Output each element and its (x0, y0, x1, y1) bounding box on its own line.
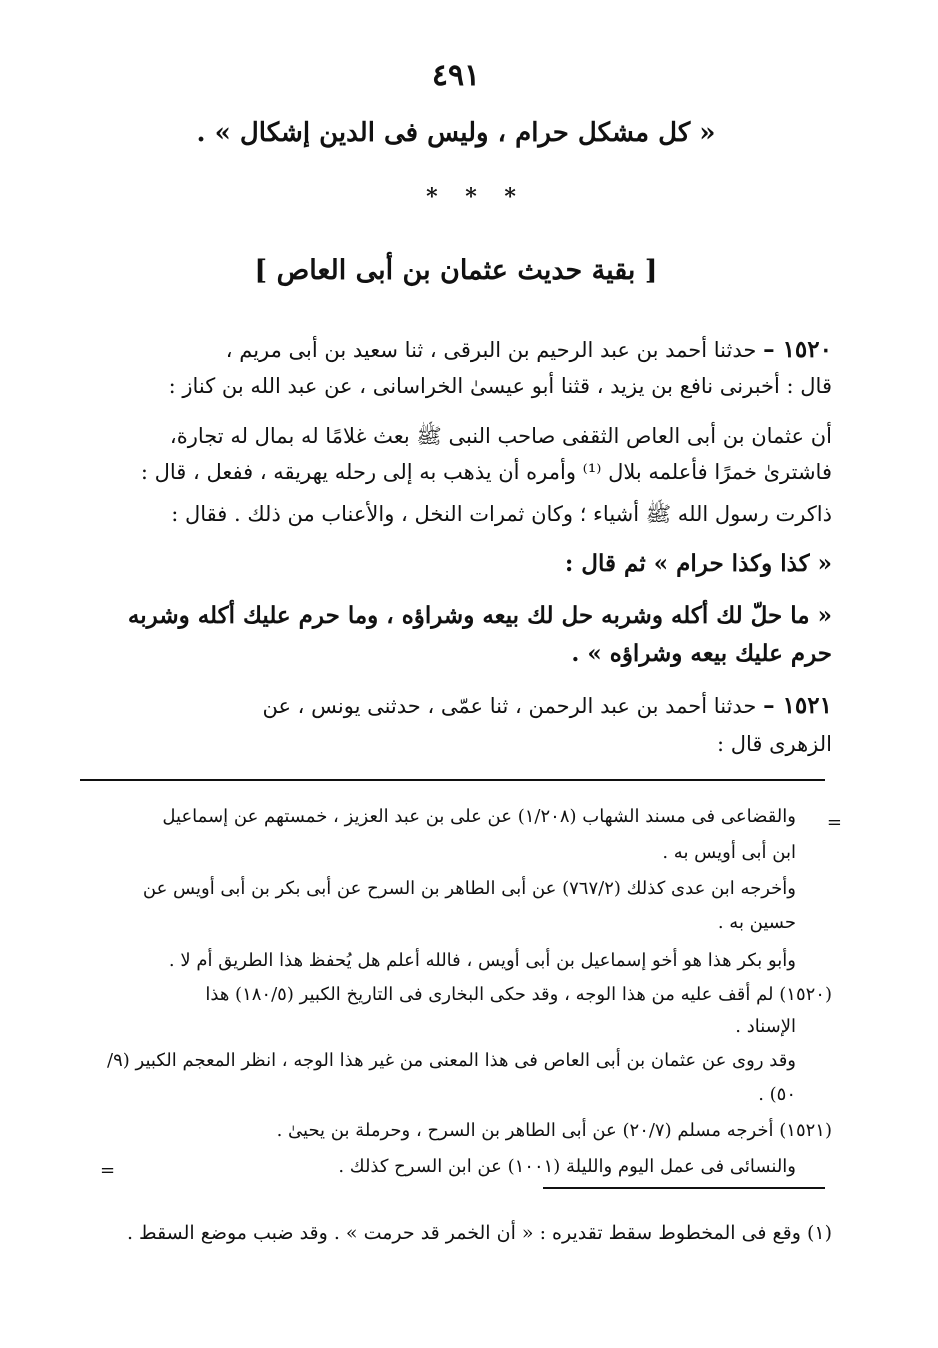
prophetic-quote-2-line-1: « ما حلّ لك أكله وشربه حل لك بيعه وشراؤه ، وما حرم عليك أكله وشربه (127, 602, 832, 629)
prophetic-quote-2-line-2: حرم عليك بيعه وشراؤه » . (571, 640, 832, 667)
footnote-1: (١) وقع فى المخطوط سقط تقديره : « أن الخمر قد حرمت » . وقد ضبب موضع السقط . (126, 1222, 832, 1244)
quoted-saying: « كل مشكل حرام ، وليس فى الدين إشكال » . (196, 118, 716, 148)
footnote-line: ابن أبى أويس به . (662, 842, 796, 863)
book-page (80, 0, 842, 1348)
footnote-line: وقد روى عن عثمان بن أبى العاص فى هذا المعنى من غير هذا الوجه ، انظر المعجم الكبير (٩/ (107, 1050, 796, 1071)
hadith-1520-line-2: قال : أخبرنى نافع بن يزيد ، قثنا أبو عيسىٰ الخراسانى ، عن عبد الله بن كناز : (168, 374, 832, 398)
page-number: ٤٩١ (431, 58, 481, 93)
footnote-line: وأبو بكر هذا هو أخو إسماعيل بن أبى أويس ، فالله أعلم هل يُحفظ هذا الطريق أم لا . (168, 950, 796, 971)
hadith-1520-line-3: أن عثمان بن أبى العاص الثقفى صاحب النبى ﷺ بعث غلامًا له بمال له تجارة، (169, 424, 832, 448)
hadith-number: ١٥٢٠ – (763, 336, 832, 363)
prophetic-quote-1: « كذا وكذا حرام » ثم قال : (564, 550, 832, 577)
section-separator: * * * (426, 184, 526, 210)
footnote-line: (١٥٢١) أخرجه مسلم (٢٠/٧) عن أبى الطاهر بن السرح ، وحرملة بن يحيىٰ . (276, 1120, 832, 1141)
footnote-line: والقضاعى فى مسند الشهاب (١/٢٠٨) عن على بن عبد العزيز ، خمستهم عن إسماعيل (162, 806, 796, 827)
footnote-line: والنسائى فى عمل اليوم والليلة (١٠٠١) عن ابن السرح كذلك . (338, 1156, 796, 1177)
footnote-line: وأخرجه ابن عدى كذلك (٧٦٧/٢) عن أبى الطاهر بن السرح عن أبى بكر بن أبى أويس عن (142, 878, 796, 899)
footnote-divider (80, 779, 825, 781)
hadith-1521-line-2: الزهرى قال : (716, 732, 832, 756)
section-title: [ بقية حديث عثمان بن أبى العاص ] (254, 255, 658, 286)
hadith-1521-line-1: ١٥٢١ – حدثنا أحمد بن عبد الرحمن ، ثنا عمّى ، حدثنى يونس ، عن (262, 692, 832, 719)
hadith-number: ١٥٢١ – (763, 692, 832, 719)
hadith-1520-line-1: ١٥٢٠ – حدثنا أحمد بن عبد الرحيم بن البرقى ، ثنا سعيد بن أبى مريم ، (225, 336, 832, 363)
footnote-line: الإسناد . (735, 1016, 796, 1037)
footnote-divider-short (543, 1187, 825, 1189)
hadith-1520-line-4: فاشترىٰ خمرًا فأعلمه بلال ⁽¹⁾ وأمره أن يذهب به إلى رحله يهريقه ، ففعل ، قال : (140, 460, 832, 484)
footnote-line: حسين به . (717, 912, 796, 933)
continuation-mark: = (826, 812, 842, 833)
footnote-line: ٥٠) . (758, 1084, 796, 1105)
continuation-mark: = (100, 1160, 116, 1181)
footnote-line: (١٥٢٠) لم أقف عليه من هذا الوجه ، وقد حكى البخارى فى التاريخ الكبير (١٨٠/٥) هذا (205, 984, 832, 1005)
hadith-1520-line-5: ذاكرت رسول الله ﷺ أشياء ؛ وكان ثمرات النخل ، والأعناب من ذلك . فقال : (171, 502, 832, 526)
